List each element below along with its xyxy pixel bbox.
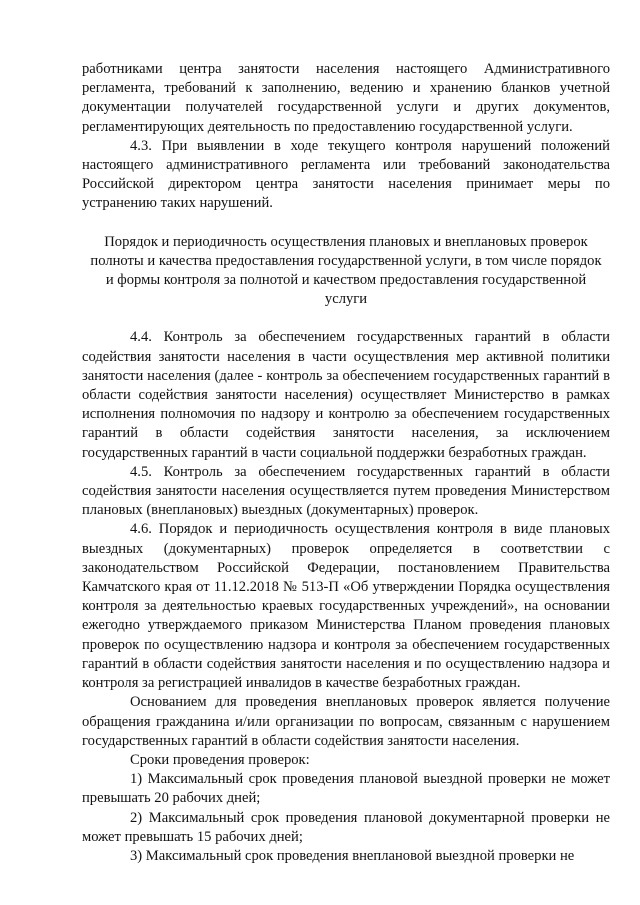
paragraph-unscheduled-basis: Основанием для проведения внеплановых проверок является получение обращения гражданина и/или организации по вопросам, связанным с нарушением государственных гарантий в области содействия занятости населения. xyxy=(82,694,610,749)
list-item-1: 1) Максимальный срок проведения плановой выездной проверки не может превышать 20 рабочих дней; xyxy=(82,771,610,807)
document-page xyxy=(82,60,610,866)
paragraph-4-4: 4.4. Контроль за обеспечением государственных гарантий в области содействия занятости населения в части осуществления мер активной политики занятости населения (далее - контроль за обеспечением государственных гарантий в области содействия занятости населения) осуществляет Министерство в рамках исполнения полномочия по надзору и контролю за обеспечением государственных гарантий в области содействия занятости населения, за исключением государственных гарантий в части социальной поддержки безработных граждан. xyxy=(82,329,610,461)
section-heading: Порядок и периодичность осуществления плановых и внеплановых проверок полноты и качества предоставления государственной услуги, в том числе порядок и формы контроля за полнотой и качеством предоставления государственной услуги xyxy=(90,233,602,308)
paragraph-4-3: 4.3. При выявлении в ходе текущего контроля нарушений положений настоящего административного регламента или требований законодательства Российской директором центра занятости населения принимает меры по устранению таких нарушений. xyxy=(82,137,610,212)
paragraph-4-6: 4.6. Порядок и периодичность осуществления контроля в виде плановых выездных (документарных) проверок определяется в соответствии с законодательством Российской Федерации, постановлением Правительства Камчатского края от 11.12.2018 № 513-П «Об утверждении Порядка осуществления контроля за деятельностью краевых государственных учреждений», на основании ежегодно утверждаемого приказом Министерства Планом проведения плановых проверок по осуществлению надзора и контроля за обеспечением государственных гарантий в области содействия занятости населения и по осуществлению надзора и контроля за регистрацией инвалидов в качестве безработных граждан. xyxy=(82,521,610,692)
list-item-3: 3) Максимальный срок проведения внеплановой выездной проверки не xyxy=(130,847,575,864)
paragraph-deadlines-intro: Сроки проведения проверок: xyxy=(130,751,310,768)
paragraph-continuation: работниками центра занятости населения настоящего Административного регламента, требований к заполнению, ведению и хранению бланков учетной документации получателей государственной услуги и других документов, регламентирующих деятельность по предоставлению государственной услуги. xyxy=(82,61,610,135)
list-item-2: 2) Максимальный срок проведения плановой документарной проверки не может превышать 15 рабочих дней; xyxy=(82,809,610,845)
paragraph-4-5: 4.5. Контроль за обеспечением государственных гарантий в области содействия занятости населения осуществляется путем проведения Министерством плановых (внеплановых) выездных (документарных) проверок. xyxy=(82,463,610,519)
